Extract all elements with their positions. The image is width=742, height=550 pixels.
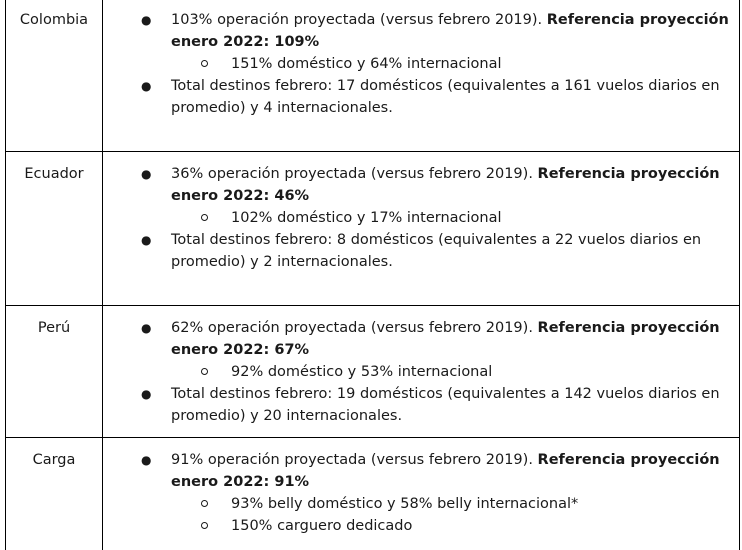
split-text-2: 150% carguero dedicado (231, 518, 413, 534)
country-cell: Carga (6, 438, 103, 550)
split-text: 92% doméstico y 53% internacional (231, 364, 493, 380)
table-row (6, 306, 739, 438)
details-cell (103, 152, 739, 305)
country-cell: Colombia (6, 0, 103, 151)
table-row (6, 438, 739, 550)
country-cell: Perú (6, 306, 103, 437)
projection-text: 91% operación proyectada (versus febrero 2019). (171, 452, 538, 468)
country-cell: Ecuador (6, 152, 103, 305)
bullet-icon: ● (141, 321, 152, 335)
list-item (103, 229, 733, 273)
sub-list-item (103, 361, 733, 383)
list-item (103, 9, 733, 53)
split-text: 151% doméstico y 64% internacional (231, 56, 502, 72)
circle-bullet-icon (201, 500, 208, 507)
split-text: 93% belly doméstico y 58% belly internacional* (231, 496, 579, 512)
table-row (6, 152, 739, 306)
list-item (103, 449, 733, 493)
sub-list-item (103, 493, 733, 515)
bullet-icon: ● (141, 167, 152, 181)
destinations-text: Total destinos febrero: 17 domésticos (equivalentes a 161 vuelos diarios en promedio) y 4 internacionales. (171, 78, 720, 116)
projection-text: 62% operación proyectada (versus febrero 2019). (171, 320, 538, 336)
bullet-icon: ● (141, 453, 152, 467)
bullet-icon: ● (141, 233, 152, 247)
destinations-text: Total destinos febrero: 19 domésticos (equivalentes a 142 vuelos diarios en promedio) y 20 internacionales. (171, 386, 720, 424)
table-row (6, 0, 739, 152)
reference-text: Referencia proyección enero 2022: 91% (171, 452, 720, 490)
operations-table (5, 0, 740, 550)
circle-bullet-icon (201, 368, 208, 375)
details-cell (103, 438, 739, 550)
bullet-icon: ● (141, 79, 152, 93)
destinations-text: Total destinos febrero: 8 domésticos (equivalentes a 22 vuelos diarios en promedio) y 2 internacionales. (171, 232, 702, 270)
circle-bullet-icon (201, 522, 208, 529)
circle-bullet-icon (201, 214, 208, 221)
reference-text: Referencia proyección enero 2022: 46% (171, 166, 720, 204)
sub-list-item (103, 53, 733, 75)
details-cell (103, 0, 739, 151)
projection-text: 36% operación proyectada (versus febrero 2019). (171, 166, 538, 182)
sub-list-item (103, 515, 733, 537)
list-item (103, 163, 733, 207)
bullet-icon: ● (141, 13, 152, 27)
reference-text: Referencia proyección enero 2022: 109% (171, 12, 729, 50)
list-item (103, 317, 733, 361)
sub-list-item (103, 207, 733, 229)
list-item (103, 383, 733, 427)
reference-text: Referencia proyección enero 2022: 67% (171, 320, 720, 358)
details-cell (103, 306, 739, 437)
projection-text: 103% operación proyectada (versus febrero 2019). (171, 12, 547, 28)
circle-bullet-icon (201, 60, 208, 67)
split-text: 102% doméstico y 17% internacional (231, 210, 502, 226)
bullet-icon: ● (141, 387, 152, 401)
list-item (103, 75, 733, 119)
